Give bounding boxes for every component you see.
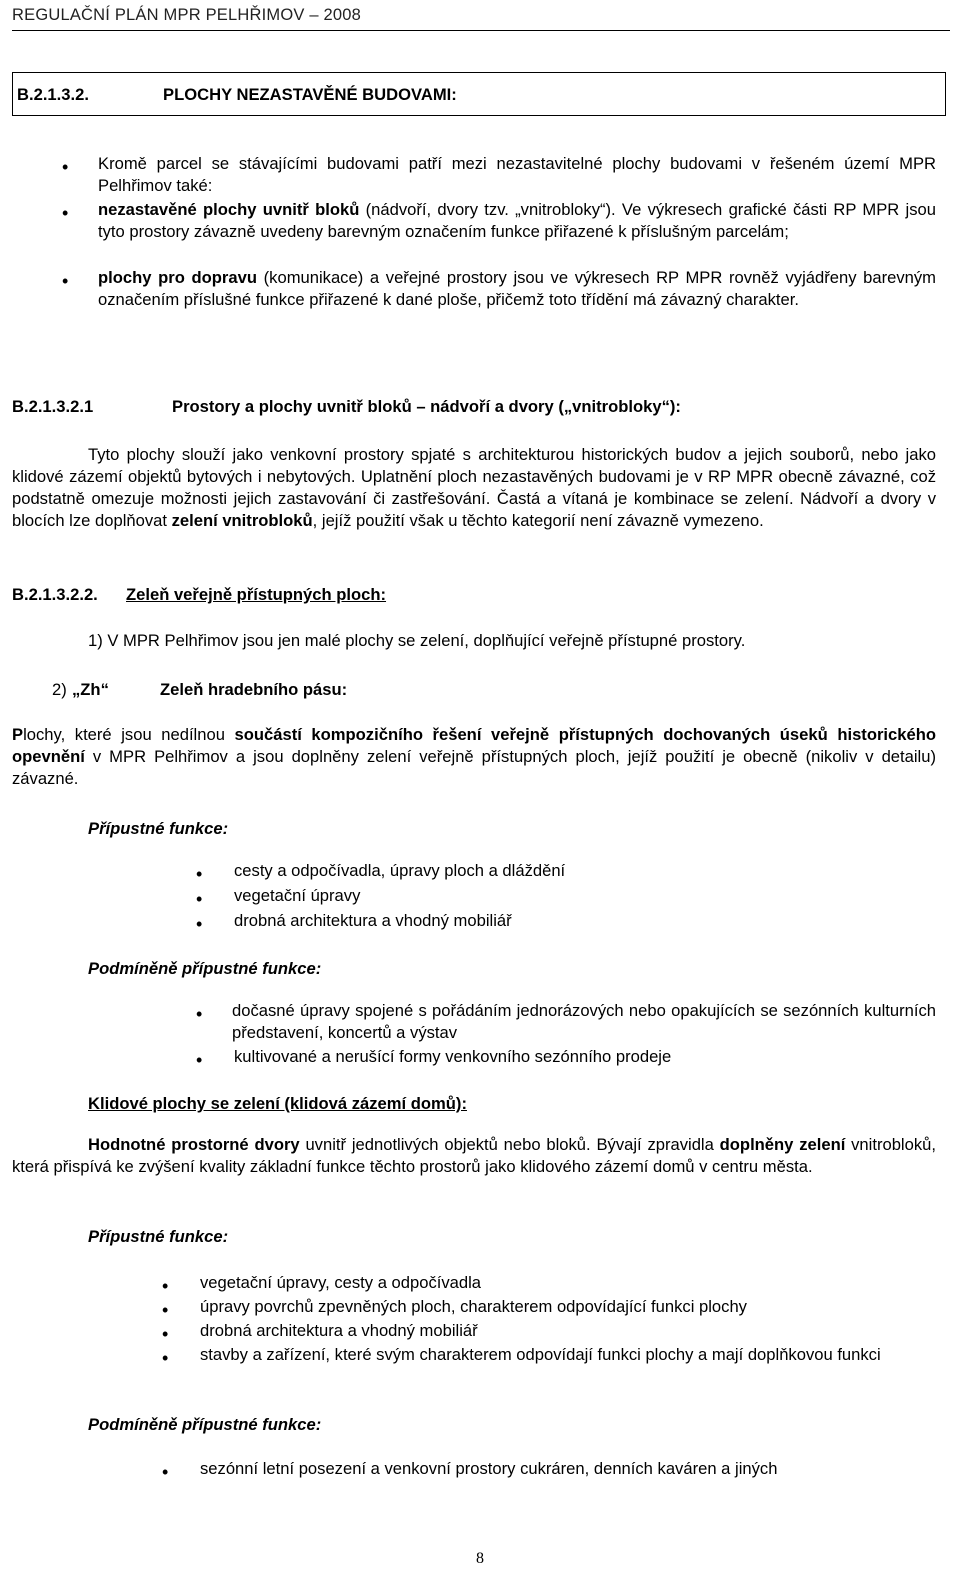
subsection-1-title: Prostory a plochy uvnitř bloků – nádvoří a dvory („vnitrobloky“): bbox=[172, 397, 681, 416]
subsection-1-bold: zelení vnitrobloků bbox=[171, 511, 313, 530]
bullet-icon: • bbox=[162, 1324, 169, 1344]
bullet-icon: • bbox=[196, 1004, 203, 1024]
subsection-2-conditional-label: Podmíněně přípustné funkce: bbox=[88, 959, 322, 978]
running-header: REGULAČNÍ PLÁN MPR PELHŘIMOV – 2008 bbox=[12, 6, 362, 24]
bullet-icon: • bbox=[62, 203, 69, 223]
subsection-2-text-a: lochy, které jsou nedílnou bbox=[23, 725, 235, 744]
bullet-icon: • bbox=[196, 1050, 203, 1070]
bullet-icon: • bbox=[196, 914, 203, 934]
bullet-icon: • bbox=[62, 157, 69, 177]
subsection-2-paragraph bbox=[12, 724, 936, 790]
bullet-icon: • bbox=[62, 271, 69, 291]
subsection-2-text-b: v MPR Pelhřimov a jsou doplněny zelení veřejně přístupných ploch, jejíž použití je obecně (nikoliv v detailu) závazné. bbox=[12, 747, 936, 788]
subsection-2-allowed-item: cesty a odpočívadla, úpravy ploch a dláždění bbox=[234, 861, 566, 880]
bullet-icon: • bbox=[162, 1276, 169, 1296]
page-number: 8 bbox=[476, 1550, 484, 1567]
subsection-1-text-a: Tyto plochy slouží jako venkovní prostory spjaté s architekturou historických budov a jejich souborů, nebo jako klidové zázemí objektů bytových i nebytových. Uplatnění ploch nezastavěných budovami je v RP MPR obecně závazné, což podstatně omezuje možnosti jejich zastavování či zastřešování. Častá a vítaná je kombinace se zelení. Nádvoří a dvory v blocích lze doplňovat bbox=[12, 445, 936, 530]
subsection-2-conditional-item: dočasné úpravy spojené s pořádáním jednorázových nebo opakujících se sezónních kulturních představení, koncertů a výstav bbox=[232, 1001, 936, 1042]
subsection-3-title: Klidové plochy se zelení (klidová zázemí domů): bbox=[88, 1094, 467, 1113]
subsection-3-conditional-label: Podmíněně přípustné funkce: bbox=[88, 1415, 322, 1434]
subsection-3-bold-1: Hodnotné prostorné dvory bbox=[88, 1135, 300, 1154]
bullet-icon: • bbox=[196, 889, 203, 909]
intro-bullet-2 bbox=[98, 199, 936, 243]
header-rule bbox=[12, 30, 950, 31]
subsection-3-text-a: uvnitř jednotlivých objektů nebo bloků. Bývají zpravidla bbox=[299, 1135, 720, 1154]
intro-bullet-3-bold: plochy pro dopravu bbox=[98, 268, 257, 287]
subsection-2-title: Zeleň veřejně přístupných ploch: bbox=[126, 585, 387, 604]
subsection-2-conditional-item: kultivované a nerušící formy venkovního sezónního prodeje bbox=[234, 1047, 672, 1066]
subsection-3-allowed-item: stavby a zařízení, které svým charakterem odpovídají funkci plochy a mají doplňkovou funkci bbox=[200, 1345, 881, 1364]
subsection-3-allowed-item: drobná architektura a vhodný mobiliář bbox=[200, 1321, 478, 1340]
subsection-3-text-b: vnitrobloků, která přispívá ke zvýšení kvality základní funkce těchto prostorů jako klidového zázemí domů v centru města. bbox=[12, 1135, 936, 1176]
intro-bullet-2-text: (nádvoří, dvory tzv. „vnitrobloky“). Ve výkresech grafické části RP MPR jsou tyto prostory závazně uvedeny barevným označením funkce přiřazené k příslušným parcelám; bbox=[98, 200, 936, 241]
bullet-icon: • bbox=[162, 1348, 169, 1368]
subsection-2-allowed-label: Přípustné funkce: bbox=[88, 819, 229, 838]
intro-bullet-3 bbox=[98, 267, 936, 311]
bullet-icon: • bbox=[196, 864, 203, 884]
subsection-2-allowed-item: drobná architektura a vhodný mobiliář bbox=[234, 911, 512, 930]
subsection-3-allowed-item: vegetační úpravy, cesty a odpočívadla bbox=[200, 1273, 482, 1292]
section-title: PLOCHY NEZASTAVĚNÉ BUDOVAMI: bbox=[163, 85, 457, 104]
subsection-2-item-2-code: „Zh“ bbox=[72, 680, 109, 699]
bullet-icon: • bbox=[162, 1462, 169, 1482]
bullet-icon: • bbox=[162, 1300, 169, 1320]
intro-bullet-2-bold: nezastavěné plochy uvnitř bloků bbox=[98, 200, 360, 219]
subsection-2-bold: součástí kompozičního řešení veřejně přístupných dochovaných úseků historického opevnění bbox=[12, 725, 936, 766]
subsection-3-paragraph bbox=[12, 1134, 936, 1178]
subsection-2-number: B.2.1.3.2.2. bbox=[12, 585, 98, 604]
subsection-3-conditional-item: sezónní letní posezení a venkovní prostory cukráren, denních kaváren a jiných bbox=[200, 1459, 778, 1478]
section-number: B.2.1.3.2. bbox=[17, 85, 89, 104]
subsection-1-text-b: , jejíž použití však u těchto kategorií není závazně vymezeno. bbox=[312, 511, 764, 530]
subsection-3-bold-2: doplněny zelení bbox=[719, 1135, 846, 1154]
subsection-3-allowed-item: úpravy povrchů zpevněných ploch, charakterem odpovídající funkci plochy bbox=[200, 1297, 747, 1316]
subsection-2-item-2-number: 2) bbox=[52, 680, 67, 699]
subsection-2-item-2-title: Zeleň hradebního pásu: bbox=[160, 680, 348, 699]
subsection-1-number: B.2.1.3.2.1 bbox=[12, 397, 94, 416]
intro-bullet-3-text: (komunikace) a veřejné prostory jsou ve výkresech RP MPR rovněž vyjádřeny barevným označením příslušné funkce přiřazené k dané ploše, přičemž toto třídění má závazný charakter. bbox=[98, 268, 937, 309]
intro-bullet-1: Kromě parcel se stávajícími budovami patří mezi nezastavitelné plochy budovami v řešeném území MPR Pelhřimov také: bbox=[98, 154, 936, 195]
subsection-3-allowed-label: Přípustné funkce: bbox=[88, 1227, 229, 1246]
subsection-2-allowed-item: vegetační úpravy bbox=[234, 886, 361, 905]
section-heading-box bbox=[12, 72, 946, 116]
subsection-1-paragraph bbox=[12, 444, 936, 532]
subsection-2-initial: P bbox=[12, 725, 24, 744]
subsection-2-item-1: 1) V MPR Pelhřimov jsou jen malé plochy se zelení, doplňující veřejně přístupné prostory. bbox=[88, 631, 746, 650]
